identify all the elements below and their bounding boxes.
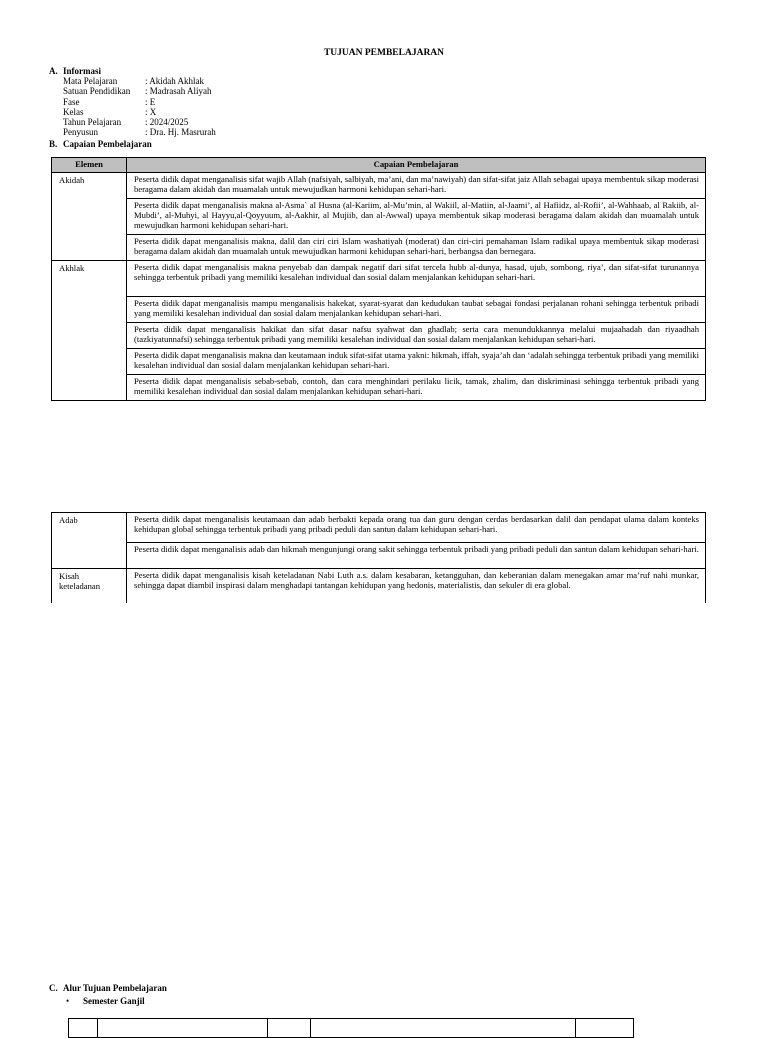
element-kisah-keteladanan: Kisah keteladanan — [52, 569, 127, 604]
table-divider — [267, 1019, 268, 1037]
section-b-heading: B. Capaian Pembelajaran — [49, 139, 152, 149]
table-row — [52, 513, 706, 543]
table-row — [52, 543, 706, 569]
bullet-icon: • — [66, 996, 70, 1006]
table-row — [52, 234, 706, 260]
table-divider — [310, 1019, 311, 1037]
capaian-table — [51, 157, 706, 401]
table-cell: Peserta didik dapat menganalisis hakikat dan sifat dasar nafsu syahwat dan ghadlab; serta cara menundukkannya melalui mujaahadah dan riyaadhah (tazkiyatunnafsi) sehingga terbentuk pribadi yang memiliki kesalehan individual dan sosial dalam menjalankan kehidupan sehari-hari. — [127, 322, 706, 348]
table-cell: Peserta didik dapat menganalisis kisah keteladanan Nabi Luth a.s. dalam kesabaran, ketangguhan, dan keberanian dalam menegakan amar ma’ruf nahi munkar, sehingga dapat diambil inspirasi dalam menghadapi tantangan kehidupan yang hedonis, materialistis, dan sekuler di era global. — [127, 569, 706, 604]
page-title: TUJUAN PEMBELAJARAN — [323, 48, 445, 58]
info-row-mata-pelajaran: Mata Pelajaran : Akidah Akhlak — [63, 76, 204, 86]
table-cell: Peserta didik dapat menganalisis makna penyebab dan dampak negatif dari sifat tercela hubb al-dunya, hasad, ujub, sombong, riya’, dan sifat-sifat turunannya sehingga terbentuk pribadi yang memiliki kesalehan individual dan sosial dalam menjalankan kehidupan sehari-hari. — [127, 260, 706, 296]
table-cell: Peserta didik dapat menganalisis makna al-Asma` al Husna (al-Kariim, al-Mu’min, al Wakiil, al-Matiin, al-Jaami’, al Hafiidz, al-Rofii’, al-Wahhaab, al Rakiib, al-Mubdi’, al-Muhyi, al Hayyu,al-Qoyyuum, al-Aakhir, al Mujiib, dan al-Awwal) upaya membentuk sikap moderasi beragama dalam akidah dan muamalah untuk mewujudkan harmoni kehidupan sehari-hari. — [127, 198, 706, 234]
table-divider — [575, 1019, 576, 1037]
table-row — [52, 296, 706, 322]
info-row-tahun-pelajaran: Tahun Pelajaran : 2024/2025 — [63, 117, 189, 128]
table-row — [52, 374, 706, 400]
info-list — [63, 76, 216, 138]
table-cell: Peserta didik dapat menganalisis makna dan keutamaan induk sifat-sifat utama yakni: hikmah, iffah, syaja’ah dan ‘adalah sehingga terbentuk pribadi yang memiliki kesalehan individual dan sosial dalam menjalankan kehidupan sehari-hari. — [127, 348, 706, 374]
table-row — [52, 172, 706, 198]
table-cell: Peserta didik dapat menganalisis sebab-sebab, contoh, dan cara menghindari perilaku licik, tamak, zhalim, dan diskriminasi sehingga terbentuk pribadi yang memiliki kesalehan individual dan sosial dalam menjalankan kehidupan sehari-hari. — [127, 374, 706, 400]
section-c-heading: C. Alur Tujuan Pembelajaran — [49, 983, 167, 993]
info-row-fase: Fase : E — [63, 96, 156, 107]
header-elemen: Elemen — [52, 158, 127, 173]
element-adab: Adab — [52, 513, 127, 569]
table-cell: Peserta didik dapat menganalisis makna, dalil dan ciri ciri Islam washatiyah (moderat) dan ciri-ciri pemahaman Islam radikal upaya membentuk sikap moderasi beragama dalam akidah dan muamalah untuk mewujudkan harmoni kehidupan sehari-hari, berbangsa dan bernegara. — [127, 234, 706, 260]
table-cell: Peserta didik dapat menganalisis keutamaan dan adab berbakti kepada orang tua dan guru dengan cerdas berdasarkan dalil dan pendapat ulama dalam konteks kehidupan global sehingga terbentuk pribadi yang pribadi peduli dan santun dalam kehidupan sehari-hari. — [127, 513, 706, 543]
table-row — [52, 198, 706, 234]
table-cell: Peserta didik dapat menganalisis sifat wajib Allah (nafsiyah, salbiyah, ma’ani, dan ma’nawiyah) dan sifat-sifat jaiz Allah sebagai upaya membentuk sikap moderasi beragama dalam akidah dan muamalah untuk mewujudkan harmoni kehidupan sehari-hari. — [127, 172, 706, 198]
table-header-row — [52, 158, 706, 173]
element-akhlak: Akhlak — [52, 260, 127, 400]
table-cell: Peserta didik dapat menganalisis adab dan hikmah mengunjungi orang sakit sehingga terbentuk pribadi yang pribadi peduli dan santun dalam kehidupan sehari-hari. — [127, 543, 706, 569]
section-a-heading: A. Informasi — [49, 66, 101, 76]
semester-bullet: • Semester Ganjil — [66, 996, 145, 1006]
atp-table-top — [68, 1018, 634, 1038]
info-row-satuan-pendidikan: Satuan Pendidikan : Madrasah Aliyah — [63, 86, 212, 97]
table-row — [52, 322, 706, 348]
capaian-table-continued — [51, 512, 706, 603]
info-row-kelas: Kelas : X — [63, 106, 157, 117]
table-divider — [97, 1019, 98, 1037]
header-capaian: Capaian Pembelajaran — [127, 158, 706, 173]
table-row — [52, 260, 706, 296]
info-row-penyusun: Penyusun : Dra. Hj. Masrurah — [63, 127, 216, 138]
table-row — [52, 348, 706, 374]
element-akidah: Akidah — [52, 172, 127, 260]
table-cell: Peserta didik dapat menganalisis mampu menganalisis hakekat, syarat-syarat dan kedudukan taubat sebagai fondasi perjalanan rohani sehingga terbentuk pribadi yang memiliki kesalehan individual dan sosial dalam menjalankan kehidupan sehari-hari. — [127, 296, 706, 322]
table-row — [52, 569, 706, 604]
